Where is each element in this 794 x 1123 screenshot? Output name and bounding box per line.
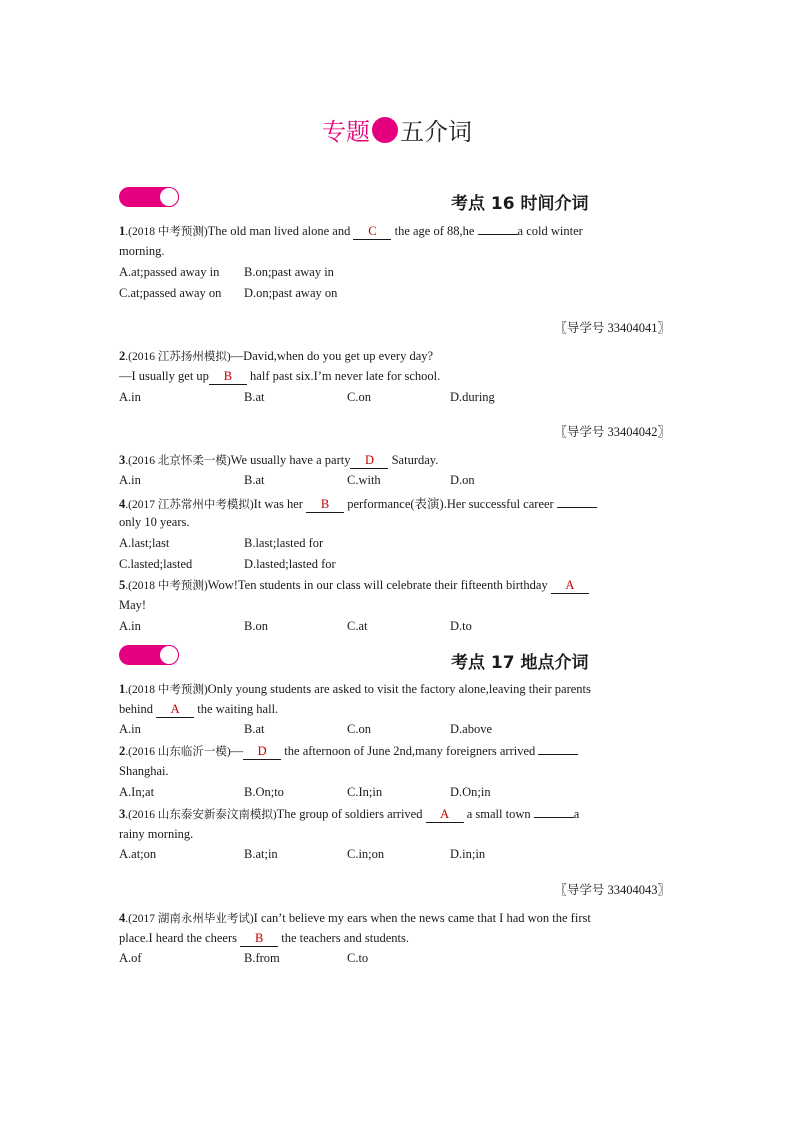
option: B.at <box>244 390 265 404</box>
option: C.to <box>347 951 369 965</box>
blank <box>538 754 578 755</box>
section-heading: 考点 17 地点介词 <box>451 653 589 673</box>
blank <box>534 817 574 818</box>
question-text: May! <box>119 598 147 612</box>
option: B.at;in <box>244 847 278 861</box>
question-source: .(2016 山东泰安新泰汶南模拟) <box>125 809 277 821</box>
page-title <box>0 112 794 149</box>
question-text: the waiting hall. <box>194 702 279 716</box>
question-text: We usually have a party <box>230 453 351 467</box>
question-source: .(2016 江苏扬州模拟) <box>125 351 231 363</box>
option: A.last;last <box>119 536 170 550</box>
blank <box>478 234 518 235</box>
question-2 <box>119 348 433 364</box>
question-text: Only young students are asked to visit the factory alone,leaving their parents <box>207 682 591 696</box>
question-text: I can’t believe my ears when the news came that I had won the first <box>253 911 591 925</box>
question-text: —David,when do you get up every day? <box>230 349 434 363</box>
option: D.on <box>450 473 475 487</box>
answer: A <box>551 578 589 594</box>
option: B.on <box>244 619 268 633</box>
question-text: half past six.I’m never late for school. <box>246 369 441 383</box>
question-text: Wow!Ten students in our class will celebrate their fifteenth birthday <box>207 578 551 592</box>
option: A.at;passed away in <box>119 265 220 279</box>
question-source: .(2017 湖南永州毕业考试) <box>125 913 254 925</box>
title-part1: 专题 <box>322 118 370 146</box>
question-4 <box>119 910 591 926</box>
question-number: 2 <box>119 744 126 758</box>
question-number: 1 <box>119 224 126 238</box>
question-1 <box>119 681 591 697</box>
option: C.with <box>347 473 381 487</box>
option: D.on;past away on <box>244 286 338 300</box>
option: A.at;on <box>119 847 157 861</box>
section-toggle-icon <box>119 187 179 207</box>
option: A.in <box>119 722 141 736</box>
question-source: .(2017 江苏常州中考模拟) <box>125 499 254 511</box>
option: B.on;past away in <box>244 265 334 279</box>
question-text: Shanghai. <box>119 764 169 778</box>
option: A.in <box>119 473 141 487</box>
answer: D <box>243 744 281 760</box>
option: C.at;passed away on <box>119 286 222 300</box>
question-text: the afternoon of June 2nd,many foreigners arrived <box>281 744 539 758</box>
section-toggle-icon <box>119 645 179 665</box>
question-number: 3 <box>119 453 126 467</box>
question-number: 4 <box>119 911 126 925</box>
option: D.above <box>450 722 492 736</box>
question-number: 3 <box>119 807 126 821</box>
question-number: 1 <box>119 682 126 696</box>
question-text <box>119 702 278 718</box>
answer: B <box>209 369 247 385</box>
option: B.at <box>244 473 265 487</box>
question-3 <box>119 806 579 823</box>
option: D.to <box>450 619 472 633</box>
question-5 <box>119 577 589 594</box>
option: C.In;in <box>347 785 383 799</box>
question-text: behind <box>119 702 157 716</box>
option: D.during <box>450 390 495 404</box>
question-text: a small town <box>463 807 534 821</box>
title-part2: 五介词 <box>400 118 472 146</box>
question-text: —I usually get up <box>119 369 209 383</box>
answer: A <box>426 807 464 823</box>
question-text: a cold winter <box>517 224 583 238</box>
option: A.In;at <box>119 785 155 799</box>
question-text: rainy morning. <box>119 827 194 841</box>
question-text: place.I heard the cheers <box>119 931 241 945</box>
question-source: .(2018 中考预测) <box>125 226 208 238</box>
option: B.at <box>244 722 265 736</box>
option: A.of <box>119 951 142 965</box>
question-text <box>119 369 440 385</box>
option: D.in;in <box>450 847 486 861</box>
question-text: performance(表演).Her successful career <box>344 497 557 511</box>
option: D.lasted;lasted for <box>244 557 336 571</box>
reference-number: 〖导学号 33404043〗 <box>554 883 670 897</box>
answer: A <box>156 702 194 718</box>
reference-number: 〖导学号 33404041〗 <box>554 321 670 335</box>
option: C.in;on <box>347 847 385 861</box>
question-text: a <box>573 807 580 821</box>
question-number: 5 <box>119 578 126 592</box>
question-source: .(2018 中考预测) <box>125 684 208 696</box>
option: C.on <box>347 722 371 736</box>
question-text: the teachers and students. <box>278 931 409 945</box>
question-source: .(2016 北京怀柔一模) <box>125 455 231 467</box>
section-heading: 考点 16 时间介词 <box>451 194 589 214</box>
option: C.lasted;lasted <box>119 557 193 571</box>
option: B.last;lasted for <box>244 536 324 550</box>
question-text: only 10 years. <box>119 515 190 529</box>
reference-number: 〖导学号 33404042〗 <box>554 425 670 439</box>
question-text <box>119 931 409 947</box>
answer: B <box>306 497 344 513</box>
question-text: The old man lived alone and <box>207 224 354 238</box>
question-number: 4 <box>119 497 126 511</box>
question-text: morning. <box>119 244 165 258</box>
option: A.in <box>119 390 141 404</box>
blank <box>557 507 597 508</box>
question-3 <box>119 452 438 469</box>
option: D.On;in <box>450 785 491 799</box>
question-source: .(2016 山东临沂一模) <box>125 746 231 758</box>
option: B.On;to <box>244 785 284 799</box>
answer: D <box>350 453 388 469</box>
option: C.at <box>347 619 368 633</box>
question-2 <box>119 743 578 760</box>
question-1 <box>119 223 583 240</box>
question-text: The group of soldiers arrived <box>276 807 426 821</box>
question-number: 2 <box>119 349 126 363</box>
answer: C <box>353 224 391 240</box>
option: B.from <box>244 951 280 965</box>
title-dot-icon <box>372 117 398 143</box>
question-text: Saturday. <box>388 453 439 467</box>
option: C.on <box>347 390 371 404</box>
question-text: the age of 88,he <box>391 224 478 238</box>
question-text: It was her <box>253 497 307 511</box>
option: A.in <box>119 619 141 633</box>
question-text: — <box>230 744 244 758</box>
answer: B <box>240 931 278 947</box>
question-source: .(2018 中考预测) <box>125 580 208 592</box>
question-4 <box>119 494 597 513</box>
